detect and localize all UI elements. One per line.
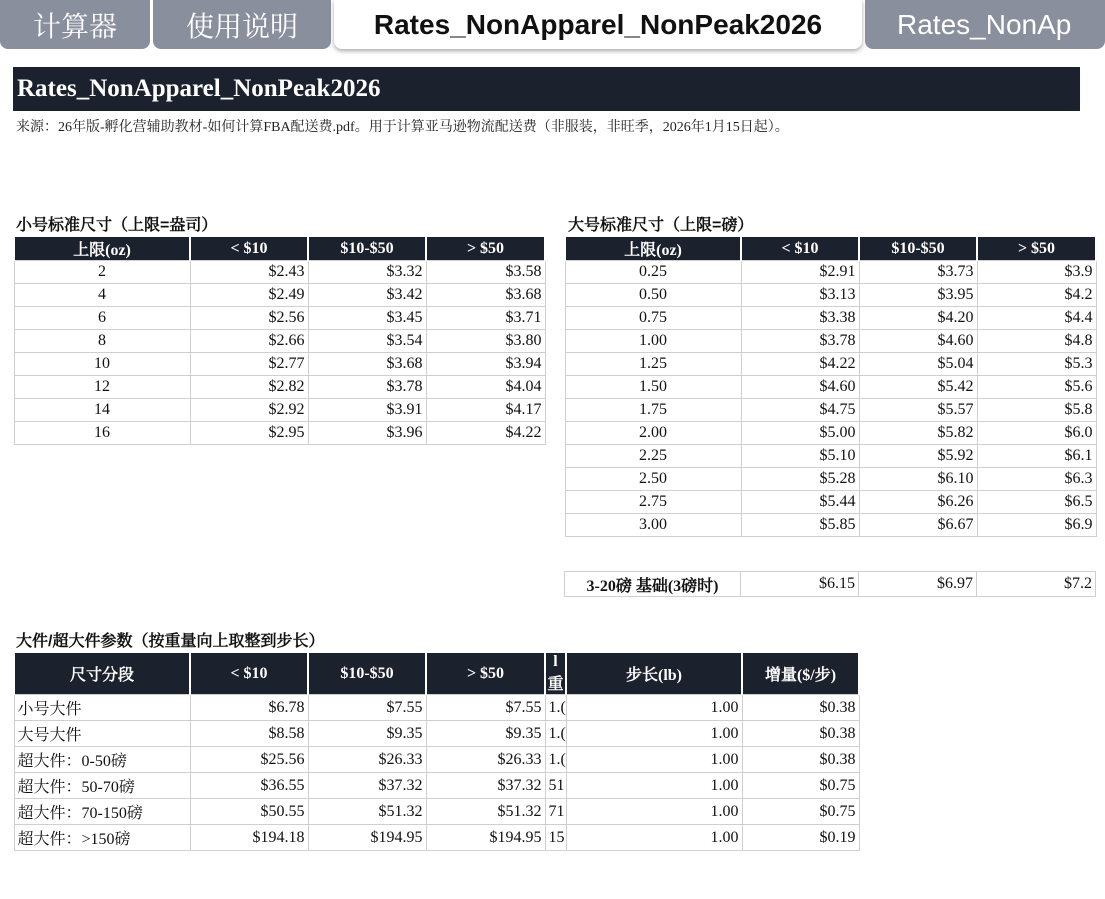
- column-header: > $50: [426, 653, 545, 695]
- table-cell[interactable]: 超大件：70-150磅: [14, 799, 190, 825]
- table-cell[interactable]: 1.00: [566, 825, 742, 851]
- table-cell[interactable]: $6.67: [859, 514, 977, 537]
- table-cell[interactable]: $5.42: [859, 376, 977, 399]
- large-standard-table: [564, 237, 1097, 537]
- table-cell[interactable]: $3.68: [426, 284, 545, 307]
- table-cell[interactable]: 1.75: [565, 399, 741, 422]
- table-cell[interactable]: $4.4: [977, 307, 1096, 330]
- table-row: [14, 825, 859, 851]
- sheet-title: Rates_NonApparel_NonPeak2026: [13, 67, 1080, 111]
- table-cell[interactable]: $6.0: [977, 422, 1096, 445]
- table-cell[interactable]: $3.58: [426, 261, 545, 284]
- table-cell[interactable]: $4.2: [977, 284, 1096, 307]
- table-cell[interactable]: $0.38: [742, 747, 859, 773]
- table-cell[interactable]: $194.95: [308, 825, 426, 851]
- table-cell[interactable]: $3.42: [308, 284, 426, 307]
- table-cell[interactable]: $9.35: [426, 721, 545, 747]
- table-cell[interactable]: $3.45: [308, 307, 426, 330]
- large-standard-label: 大号标准尺寸（上限=磅）: [568, 217, 754, 234]
- table-cell[interactable]: $7.55: [426, 695, 545, 721]
- table-cell[interactable]: $5.00: [741, 422, 859, 445]
- tab-rates-nonap[interactable]: Rates_NonAp: [865, 0, 1105, 49]
- base-row-clip: [564, 571, 1092, 601]
- table-row: [14, 284, 545, 307]
- table-cell[interactable]: 4: [14, 284, 190, 307]
- column-header: 上限(oz): [14, 237, 190, 261]
- table-cell[interactable]: $2.92: [190, 399, 308, 422]
- small-standard-label: 小号标准尺寸（上限=盎司）: [16, 217, 218, 234]
- source-note: 来源：26年版-孵化营辅助教材-如何计算FBA配送费.pdf。用于计算亚马逊物流配送费（非服装，非旺季，2026年1月15日起）。: [16, 120, 789, 135]
- table-cell[interactable]: $3.80: [426, 330, 545, 353]
- table-cell[interactable]: $5.82: [859, 422, 977, 445]
- table-cell[interactable]: $4.22: [741, 353, 859, 376]
- table-cell[interactable]: 2.00: [565, 422, 741, 445]
- table-cell[interactable]: 71: [545, 799, 566, 825]
- table-cell[interactable]: $5.8: [977, 399, 1096, 422]
- table-cell[interactable]: $4.04: [426, 376, 545, 399]
- table-cell[interactable]: 1.(: [545, 721, 566, 747]
- table-cell[interactable]: $6.10: [859, 468, 977, 491]
- table-cell[interactable]: 1.50: [565, 376, 741, 399]
- table-cell[interactable]: 2.50: [565, 468, 741, 491]
- table-cell[interactable]: $50.55: [190, 799, 308, 825]
- table-cell[interactable]: 大号大件: [14, 721, 190, 747]
- column-header: > $50: [426, 237, 545, 261]
- large-standard-clip: [564, 237, 1093, 549]
- table-cell[interactable]: $25.56: [190, 747, 308, 773]
- table-cell[interactable]: 1.00: [566, 695, 742, 721]
- table-cell[interactable]: $5.6: [977, 376, 1096, 399]
- table-cell[interactable]: $26.33: [308, 747, 426, 773]
- table-cell[interactable]: $9.35: [308, 721, 426, 747]
- table-cell[interactable]: $2.77: [190, 353, 308, 376]
- table-cell[interactable]: 1.00: [566, 721, 742, 747]
- table-cell[interactable]: 14: [14, 399, 190, 422]
- table-cell[interactable]: $3.95: [859, 284, 977, 307]
- table-cell[interactable]: 1.(: [545, 695, 566, 721]
- tab-instructions[interactable]: 使用说明: [153, 0, 331, 49]
- column-header: $10-$50: [859, 237, 977, 261]
- table-cell[interactable]: 6: [14, 307, 190, 330]
- table-cell[interactable]: $6.15: [741, 572, 859, 597]
- table-cell[interactable]: 小号大件: [14, 695, 190, 721]
- table-cell[interactable]: $51.32: [308, 799, 426, 825]
- column-header: l重: [545, 653, 566, 695]
- table-cell[interactable]: $6.9: [977, 514, 1096, 537]
- table-cell[interactable]: $4.8: [977, 330, 1096, 353]
- table-cell[interactable]: $6.78: [190, 695, 308, 721]
- table-cell[interactable]: $5.57: [859, 399, 977, 422]
- table-cell[interactable]: 超大件：50-70磅: [14, 773, 190, 799]
- table-cell[interactable]: $3.94: [426, 353, 545, 376]
- table-row: [14, 695, 859, 721]
- table-cell[interactable]: $0.75: [742, 773, 859, 799]
- table-cell[interactable]: $4.17: [426, 399, 545, 422]
- table-cell[interactable]: $0.38: [742, 721, 859, 747]
- table-cell[interactable]: 1.00: [565, 330, 741, 353]
- table-cell[interactable]: 1.25: [565, 353, 741, 376]
- sheet-tab-bar: [0, 0, 1080, 56]
- table-cell[interactable]: $26.33: [426, 747, 545, 773]
- table-cell[interactable]: 0.75: [565, 307, 741, 330]
- table-row: [565, 261, 1096, 284]
- table-cell[interactable]: 2.75: [565, 491, 741, 514]
- table-cell[interactable]: 超大件：0-50磅: [14, 747, 190, 773]
- table-cell[interactable]: $3.9: [977, 261, 1096, 284]
- table-cell[interactable]: $4.60: [741, 376, 859, 399]
- table-cell[interactable]: $3.71: [426, 307, 545, 330]
- table-row: [565, 353, 1096, 376]
- table-row: [14, 330, 545, 353]
- table-row: [14, 399, 545, 422]
- table-row: [14, 747, 859, 773]
- table-row: [565, 284, 1096, 307]
- column-header: 增量($/步): [742, 653, 859, 695]
- table-row: [14, 799, 859, 825]
- table-cell[interactable]: $5.04: [859, 353, 977, 376]
- table-cell[interactable]: $5.85: [741, 514, 859, 537]
- table-row: [14, 353, 545, 376]
- table-cell[interactable]: $36.55: [190, 773, 308, 799]
- table-cell[interactable]: 8: [14, 330, 190, 353]
- column-header: < $10: [190, 237, 308, 261]
- table-cell[interactable]: $37.32: [426, 773, 545, 799]
- table-cell[interactable]: 2.25: [565, 445, 741, 468]
- large-standard-base-row: [564, 571, 1096, 597]
- table-cell[interactable]: $51.32: [426, 799, 545, 825]
- table-cell[interactable]: $3.38: [741, 307, 859, 330]
- table-cell[interactable]: $3.73: [859, 261, 977, 284]
- table-row: [565, 330, 1096, 353]
- oversize-table: [13, 653, 860, 851]
- table-cell[interactable]: $2.82: [190, 376, 308, 399]
- tab-calculator[interactable]: 计算器: [0, 0, 150, 49]
- table-row: [14, 307, 545, 330]
- table-cell[interactable]: $4.75: [741, 399, 859, 422]
- table-cell[interactable]: $5.92: [859, 445, 977, 468]
- table-row: [14, 376, 545, 399]
- table-cell[interactable]: $194.95: [426, 825, 545, 851]
- small-standard-table: [13, 237, 546, 445]
- table-row: [565, 376, 1096, 399]
- table-cell[interactable]: $2.43: [190, 261, 308, 284]
- table-cell[interactable]: 2: [14, 261, 190, 284]
- table-cell[interactable]: $0.75: [742, 799, 859, 825]
- table-cell[interactable]: $8.58: [190, 721, 308, 747]
- table-row: [565, 468, 1096, 491]
- table-cell[interactable]: $7.55: [308, 695, 426, 721]
- table-cell[interactable]: 0.25: [565, 261, 741, 284]
- table-cell[interactable]: $2.95: [190, 422, 308, 445]
- table-cell[interactable]: 1.(: [545, 747, 566, 773]
- table-cell[interactable]: 3.00: [565, 514, 741, 537]
- table-row: [565, 514, 1096, 537]
- table-cell[interactable]: $6.97: [859, 572, 977, 597]
- column-header: $10-$50: [308, 237, 426, 261]
- table-cell[interactable]: 12: [14, 376, 190, 399]
- table-cell[interactable]: $0.38: [742, 695, 859, 721]
- table-cell[interactable]: $3.54: [308, 330, 426, 353]
- table-cell[interactable]: $2.49: [190, 284, 308, 307]
- oversize-label: 大件/超大件参数（按重量向上取整到步长）: [16, 633, 325, 650]
- table-cell[interactable]: $7.2: [977, 572, 1096, 597]
- table-cell[interactable]: $4.20: [859, 307, 977, 330]
- table-cell[interactable]: $6.5: [977, 491, 1096, 514]
- table-cell[interactable]: $5.10: [741, 445, 859, 468]
- table-row: [565, 399, 1096, 422]
- table-row: [565, 422, 1096, 445]
- table-cell[interactable]: $4.60: [859, 330, 977, 353]
- table-row: [565, 307, 1096, 330]
- table-cell[interactable]: 0.50: [565, 284, 741, 307]
- table-cell[interactable]: 超大件：>150磅: [14, 825, 190, 851]
- column-header: 步长(lb): [566, 653, 742, 695]
- table-cell[interactable]: $2.56: [190, 307, 308, 330]
- column-header: < $10: [190, 653, 308, 695]
- column-header: 上限(oz): [565, 237, 741, 261]
- column-header: $10-$50: [308, 653, 426, 695]
- table-cell[interactable]: 15: [545, 825, 566, 851]
- table-cell[interactable]: $2.91: [741, 261, 859, 284]
- table-cell[interactable]: $5.28: [741, 468, 859, 491]
- table-cell[interactable]: $3.13: [741, 284, 859, 307]
- table-cell[interactable]: 10: [14, 353, 190, 376]
- column-header: > $50: [977, 237, 1096, 261]
- table-cell[interactable]: $4.22: [426, 422, 545, 445]
- tab-rates-nonapparel-nonpeak2026[interactable]: Rates_NonApparel_NonPeak2026: [334, 0, 862, 49]
- table-cell[interactable]: 1.00: [566, 773, 742, 799]
- table-cell[interactable]: 16: [14, 422, 190, 445]
- table-cell[interactable]: 1.00: [566, 747, 742, 773]
- column-header: 尺寸分段: [14, 653, 190, 695]
- table-row: [14, 261, 545, 284]
- table-row: [14, 721, 859, 747]
- table-cell[interactable]: 1.00: [566, 799, 742, 825]
- table-cell[interactable]: $6.3: [977, 468, 1096, 491]
- table-row: [565, 445, 1096, 468]
- table-cell[interactable]: $5.3: [977, 353, 1096, 376]
- table-cell[interactable]: $3.68: [308, 353, 426, 376]
- column-header: < $10: [741, 237, 859, 261]
- table-cell[interactable]: $2.66: [190, 330, 308, 353]
- table-cell[interactable]: $3.78: [308, 376, 426, 399]
- base-row-label[interactable]: 3-20磅 基础(3磅时): [565, 572, 741, 597]
- table-cell[interactable]: $6.26: [859, 491, 977, 514]
- table-cell[interactable]: $3.78: [741, 330, 859, 353]
- table-cell[interactable]: $0.19: [742, 825, 859, 851]
- table-cell[interactable]: $194.18: [190, 825, 308, 851]
- table-cell[interactable]: $3.32: [308, 261, 426, 284]
- table-row: [14, 422, 545, 445]
- table-cell[interactable]: $3.91: [308, 399, 426, 422]
- table-cell[interactable]: $37.32: [308, 773, 426, 799]
- table-cell[interactable]: 51: [545, 773, 566, 799]
- table-cell[interactable]: $5.44: [741, 491, 859, 514]
- table-cell[interactable]: $3.96: [308, 422, 426, 445]
- table-row: [14, 773, 859, 799]
- table-row: [565, 491, 1096, 514]
- table-cell[interactable]: $6.1: [977, 445, 1096, 468]
